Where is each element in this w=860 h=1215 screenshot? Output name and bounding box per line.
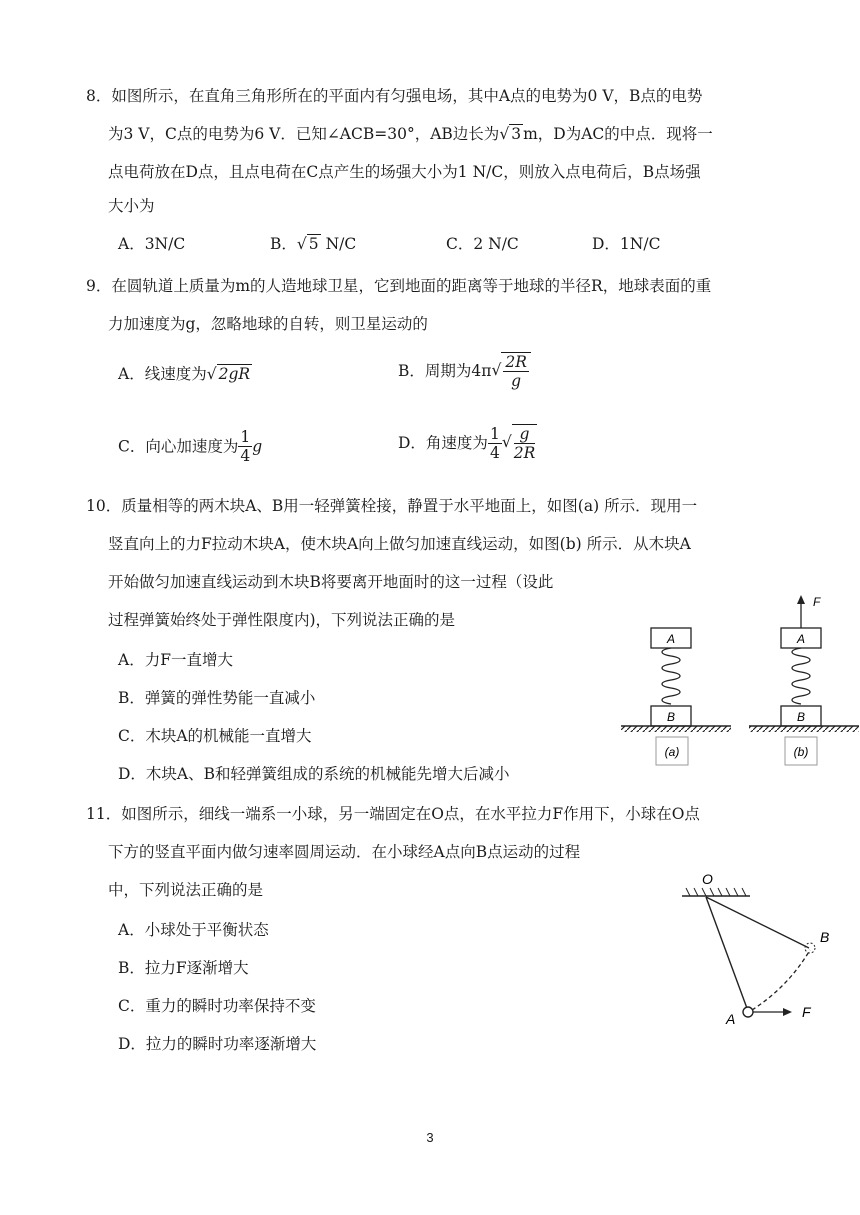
q9-option-b: B．周期为4π√ $\frac{2R}{g}$ xyxy=(398,352,531,390)
q10-option-a: A．力F一直增大 xyxy=(118,651,233,669)
svg-text:B: B xyxy=(796,710,806,724)
q9-line-1: 9．在圆轨道上质量为m的人造地球卫星，它到地面的距离等于地球的半径R，地球表面的重 xyxy=(86,277,712,295)
svg-text:(b): (b) xyxy=(793,745,809,759)
figure-a xyxy=(621,628,731,765)
q10-line-1: 10．质量相等的两木块A、B用一轻弹簧栓接，静置于水平地面上，如图(a) 所示．现用一 xyxy=(86,497,698,515)
page-number: 3 xyxy=(426,1130,434,1145)
q11-option-b: B．拉力F逐渐增大 xyxy=(118,959,249,977)
pendulum-figure xyxy=(670,872,850,1032)
q11-option-d: D．拉力的瞬时功率逐渐增大 xyxy=(118,1035,317,1053)
svg-text:B: B xyxy=(666,710,676,724)
figure-b xyxy=(749,595,859,765)
q11-line-1: 11．如图所示，细线一端系一小球，另一端固定在O点，在水平拉力F作用下，小球在O点 xyxy=(86,805,700,823)
spring-blocks-figure xyxy=(615,592,860,772)
q10-line-3: 开始做匀加速直线运动到木块B将要离开地面时的这一过程（设此 xyxy=(108,573,554,591)
ball-b xyxy=(805,943,815,953)
q10-option-b: B．弹簧的弹性势能一直减小 xyxy=(118,689,316,707)
q11-option-a: A．小球处于平衡状态 xyxy=(118,921,269,939)
ball-a xyxy=(743,1007,753,1017)
label-o: O xyxy=(702,872,713,887)
q10-line-4: 过程弹簧始终处于弹性限度内)，下列说法正确的是 xyxy=(108,611,456,629)
q9-option-a: A．线速度为√ 2gR xyxy=(118,365,251,383)
q8-line-1: 8．如图所示，在直角三角形所在的平面内有匀强电场，其中A点的电势为0 V，B点的电势 xyxy=(86,87,703,105)
sqrt-3: √ 3 xyxy=(499,125,522,143)
q10-option-c: C．木块A的机械能一直增大 xyxy=(118,727,312,745)
q9-option-d: D．角速度为 $\frac{1}{4}$ √ $\frac{g}{2R}$ xyxy=(398,424,536,462)
svg-text:A: A xyxy=(796,632,806,646)
q11-option-c: C．重力的瞬时功率保持不变 xyxy=(118,997,316,1015)
q11-line-3: 中，下列说法正确的是 xyxy=(108,881,264,899)
label-b: B xyxy=(820,929,830,945)
q10-option-d: D．木块A、B和轻弹簧组成的系统的机械能先增大后减小 xyxy=(118,765,510,783)
svg-text:A: A xyxy=(666,632,676,646)
q8-line-2: 为3 V，C点的电势为6 V．已知∠ACB=30°，AB边长为√ 3 m，D为AC的中点．现将一 xyxy=(108,125,713,143)
q8-line-3: 点电荷放在D点，且点电荷在C点产生的场强大小为1 N/C，则放入点电荷后，B点场强 xyxy=(108,163,701,181)
q10-line-2: 竖直向上的力F拉动木块A，使木块A向上做匀加速直线运动，如图(b) 所示．从木块A xyxy=(108,535,691,553)
q11-line-2: 下方的竖直平面内做匀速率圆周运动．在小球经A点向B点运动的过程 xyxy=(108,843,581,861)
q9-option-c: C．向心加速度为 $\frac{1}{4}$ g xyxy=(118,428,263,465)
label-a: A xyxy=(726,1011,736,1027)
arc-path xyxy=(752,950,810,1010)
q8-option-d: D．1N/C xyxy=(592,235,661,253)
svg-text:F: F xyxy=(813,595,821,609)
svg-text:F: F xyxy=(802,1004,811,1020)
q9-line-2: 力加速度为g，忽略地球的自转，则卫星运动的 xyxy=(108,315,428,333)
svg-text:(a): (a) xyxy=(664,745,680,759)
q8-option-a: A．3N/C xyxy=(118,235,186,253)
q8-option-b: B．√ 5 N/C xyxy=(270,235,357,253)
q8-option-c: C．2 N/C xyxy=(446,235,519,253)
spring-b xyxy=(792,648,810,704)
spring-a xyxy=(662,648,680,704)
q8-line-4: 大小为 xyxy=(108,197,155,215)
